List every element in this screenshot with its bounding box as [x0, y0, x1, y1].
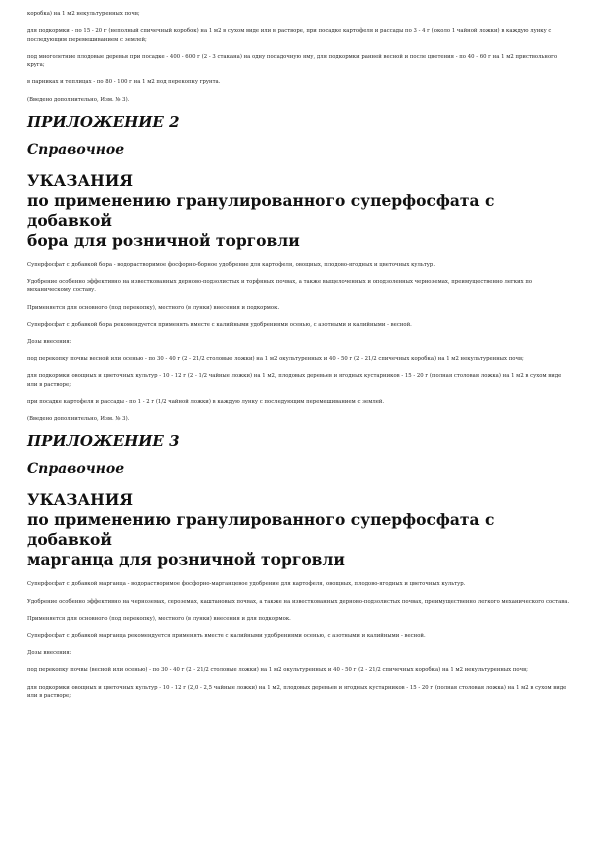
title-line: по применению гранулированного суперфосфата с добавкой: [27, 510, 495, 550]
title-line: марганца для розничной торговли: [27, 550, 345, 570]
paragraph: в парниках и теплицах - по 80 - 100 г на 1 м2 под перекопку грунта.: [27, 79, 221, 86]
amendment-note: (Введено дополнительно, Изм. № 3).: [27, 416, 130, 423]
paragraph: под перекопку почвы весной или осенью - по 30 - 40 г (2 - 21/2 столовые ложки) на 1 м2 окультуренных и 40 - 50 г (2 - 21/2 спичечных коробка) на 1 м2 некультуренных почв;: [27, 356, 524, 363]
appendix-2-heading: ПРИЛОЖЕНИЕ 2: [27, 112, 180, 131]
paragraph: Суперфосфат с добавкой марганца - водорастворимое фосфорно-марганцевое удобрение для картофеля, овощных, плодово-ягодных и цветочных культур.: [27, 581, 466, 588]
paragraph: Удобрение особенно эффективно на известкованных дерново-подзолистых и торфяных почвах, а также выщелоченных и оподзоленных черноземах, преимущественно легких по механическому составу.: [27, 279, 533, 294]
title-line: УКАЗАНИЯ: [27, 490, 134, 510]
paragraph: Применяется для основного (под перекопку), местного (в лунки) внесения и подкормок.: [27, 304, 280, 311]
paragraph: Удобрение особенно эффективно на черноземах, сероземах, каштановых почвах, а также на известкованных дерново-подзолистых почвах, преимущественно легкого механического состава.: [27, 598, 570, 605]
paragraph: под многолетние плодовые деревья при посадке - 400 - 600 г (2 - 3 стакана) на одну посадочную яму, для подкормки ранней весной и после цветения - по 40 - 60 г на 1 м2 приствольного круга;: [27, 53, 558, 69]
paragraph: для подкормки овощных и цветочных культур - 10 - 12 г (2 - 1/2 чайные ложки) на 1 м2, плодовых деревьев и ягодных кустарников - 15 - 20 г (полная столовая ложка) на 1 м2 в сухом виде или в растворе;: [27, 373, 562, 388]
paragraph: Суперфосфат с добавкой бора рекомендуется применять вместе с калийными удобрениями осенью, с азотными и калийными - весной.: [27, 321, 412, 328]
paragraph: Применяется для основного (под перекопку), местного (в лунки) внесения и для подкормок.: [27, 615, 291, 622]
paragraph: коробка) на 1 м2 некультуренных почв;: [27, 11, 140, 17]
appendix-2-title: [27, 171, 572, 251]
paragraph: Суперфосфат с добавкой бора - водорастворимое фосфорно-борное удобрение для картофеля, овощных, плодово-ягодных и цветочных культур.: [27, 261, 436, 268]
appendix-3-reference-label: Справочное: [27, 461, 125, 478]
title-line: бора для розничной торговли: [27, 230, 300, 250]
paragraph: при посадке картофеля и рассады - по 1 - 2 г (1/2 чайной ложки) в каждую лунку с последующим перемешиванием с землей.: [27, 399, 385, 406]
title-line: по применению гранулированного суперфосфата с добавкой: [27, 190, 495, 230]
paragraph: для подкормки - по 15 - 20 г (неполный спичечный коробок) на 1 м2 в сухом виде или в растворе, при посадке картофеля и рассады по 3 - 4 г (около 1 чайной ложки) в каждую лунку с последующим перемешиванием с землей;: [27, 28, 552, 43]
paragraph: Дозы внесения:: [27, 650, 72, 657]
appendix-3-heading: ПРИЛОЖЕНИЕ 3: [27, 432, 180, 451]
appendix-2-reference-label: Справочное: [27, 141, 125, 158]
amendment-note: (Введено дополнительно, Изм. № 3).: [27, 96, 130, 103]
appendix-3-title: [27, 490, 572, 570]
paragraph: под перекопку почвы (весной или осенью) - по 30 - 40 г (2 - 21/2 столовые ложки) на 1 м2 окультуренных и 40 - 50 г (2 - 21/2 спичечных коробка) на 1 м2 некультуренных почв;: [27, 667, 528, 674]
paragraph: для подкормки овощных и цветочных культур - 10 - 12 г (2,0 - 2,5 чайные ложки) на 1 м2, плодовых деревьев и ягодных кустарников - 15 - 20 г (полная столовая ложка) на 1 м2 в сухом виде или в растворе;: [27, 684, 567, 700]
document-page: [27, 10, 572, 709]
paragraph: Дозы внесения:: [27, 339, 72, 346]
paragraph: Суперфосфат с добавкой марганца рекомендуется применять вместе с калийными удобрениями осенью, с азотными и калийными - весной.: [27, 633, 426, 640]
title-line: УКАЗАНИЯ: [27, 170, 134, 190]
